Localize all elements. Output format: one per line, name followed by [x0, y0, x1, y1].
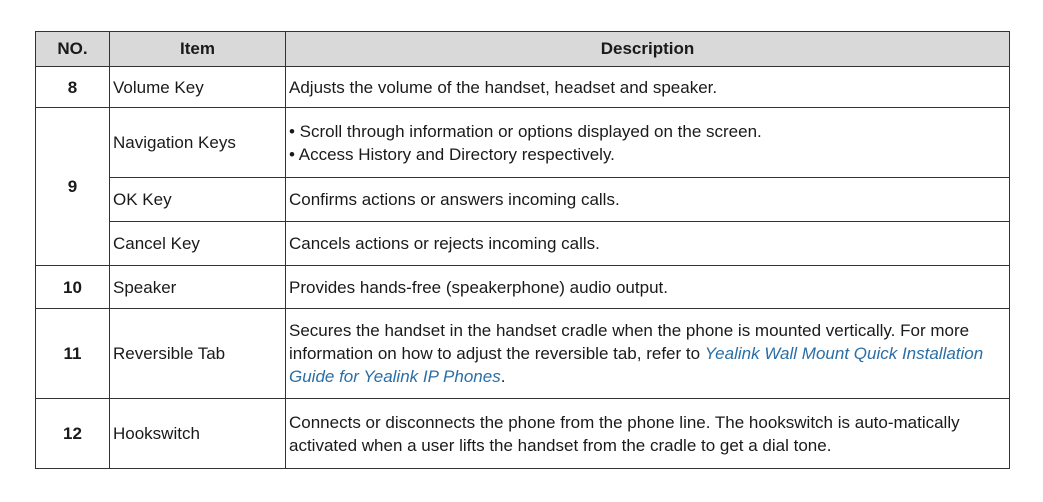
description-text: .: [500, 367, 506, 386]
header-no: NO.: [36, 32, 110, 67]
description-bullet: • Access History and Directory respectively.: [289, 144, 615, 164]
row-description: [286, 108, 1010, 178]
table-row: [36, 178, 1010, 222]
row-number: 11: [36, 309, 110, 399]
row-number: 8: [36, 67, 110, 108]
table-row: [36, 266, 1010, 309]
table-row: [36, 399, 1010, 469]
row-description: Adjusts the volume of the handset, headset and speaker.: [286, 67, 1010, 108]
row-item: Volume Key: [110, 67, 286, 108]
table-row: [36, 108, 1010, 178]
guide-link[interactable]: Yealink Wall Mount Quick Installation Guide for Yealink IP Phones: [289, 344, 984, 386]
row-item: Reversible Tab: [110, 309, 286, 399]
row-item: Cancel Key: [110, 222, 286, 266]
table-row: [36, 67, 1010, 108]
row-description: Confirms actions or answers incoming calls.: [286, 178, 1010, 222]
row-item: Speaker: [110, 266, 286, 309]
row-description: Cancels actions or rejects incoming calls.: [286, 222, 1010, 266]
row-item: Navigation Keys: [110, 108, 286, 178]
keys-description-table: [35, 31, 1010, 469]
header-description: Description: [286, 32, 1010, 67]
row-item: OK Key: [110, 178, 286, 222]
row-number: 12: [36, 399, 110, 469]
row-description: Provides hands-free (speakerphone) audio output.: [286, 266, 1010, 309]
table-header-row: [36, 32, 1010, 67]
table-row: [36, 222, 1010, 266]
table-row: [36, 309, 1010, 399]
row-description: Connects or disconnects the phone from the phone line. The hookswitch is auto-matically activated when a user lifts the handset from the cradle to get a dial tone.: [286, 399, 1010, 469]
row-description: [286, 309, 1010, 399]
header-item: Item: [110, 32, 286, 67]
row-number: 9: [36, 108, 110, 266]
row-number: 10: [36, 266, 110, 309]
description-bullet: • Scroll through information or options displayed on the screen.: [289, 121, 762, 141]
row-item: Hookswitch: [110, 399, 286, 469]
description-text: Secures the handset in the handset cradle when the phone is mounted vertically. For more information on how to adjust the reversible tab, refer to: [289, 321, 970, 363]
